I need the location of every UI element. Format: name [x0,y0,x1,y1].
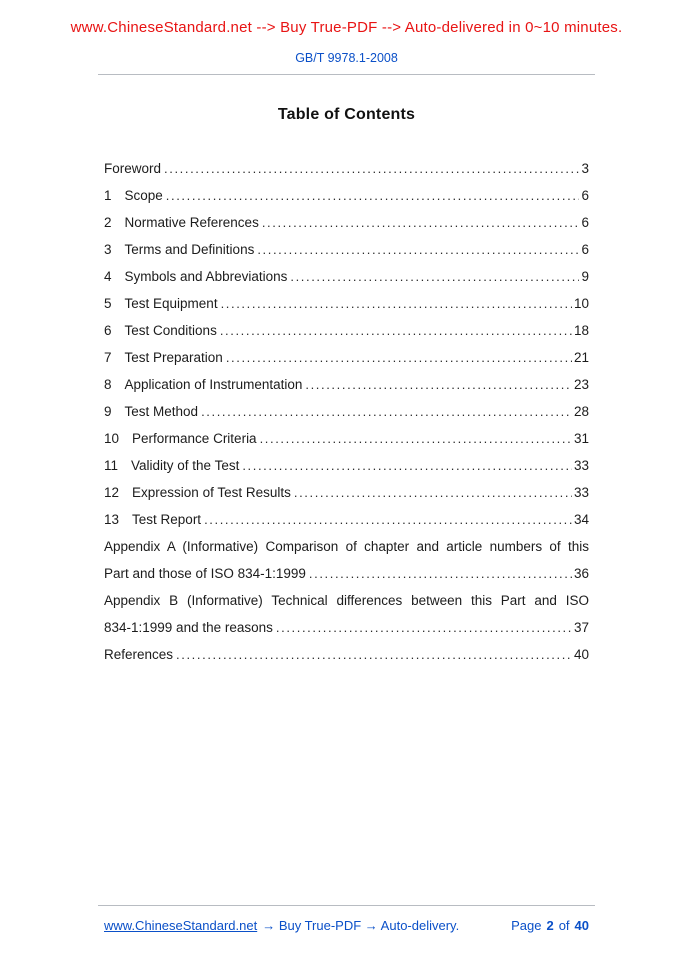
toc-entry[interactable] [104,587,589,641]
toc-leader-dots [226,344,572,371]
header-divider [98,74,595,75]
footer-site-link[interactable]: www.ChineseStandard.net [104,918,258,933]
promo-banner[interactable]: www.ChineseStandard.net --> Buy True-PDF --> Auto-delivered in 0~10 minutes. [70,19,623,36]
toc-leader-dots [260,425,572,452]
doc-number: GB/T 9978.1-2008 [295,51,398,65]
toc-entry[interactable] [104,371,589,398]
toc-entry[interactable] [104,641,589,668]
toc-entry[interactable] [104,452,589,479]
toc-entry-lastline [104,290,589,317]
toc-page-number: 6 [581,242,589,257]
toc-entry-lastline [104,641,589,668]
toc-entry-number: 11 [104,458,119,473]
toc-entry-lastline [104,398,589,425]
toc-entry-lastline [104,236,589,263]
toc-entry[interactable] [104,425,589,452]
page-title: Table of Contents [277,106,416,123]
toc-leader-dots [294,479,572,506]
toc-entry-label: Part and those of ISO 834-1:1999 [104,566,306,581]
toc-entry-number: 12 [104,485,120,500]
toc-entry-label: Test Report [132,512,202,527]
toc-entry-label: Expression of Test Results [132,485,291,500]
footer-row [104,918,589,933]
total-page-number: 40 [574,918,589,933]
toc-entry-number: 9 [104,404,112,419]
toc-entry-lastline [104,182,589,209]
toc-entry-number: 8 [104,377,112,392]
toc-entry[interactable] [104,263,589,290]
toc-entry-label: 834-1:1999 and the reasons [104,620,273,635]
toc-entry[interactable] [104,506,589,533]
toc-page-number: 33 [573,458,589,473]
toc-entry-number: 1 [104,188,112,203]
page-word: Page [511,918,542,933]
toc-entry-label: Test Equipment [124,296,218,311]
toc-entry-lastline [104,371,589,398]
toc-entry[interactable] [104,290,589,317]
toc-leader-dots [305,371,572,398]
footer-delivery-text: → Buy True-PDF → Auto-delivery. [262,918,460,933]
toc-entry-number: 10 [104,431,120,446]
of-word: of [558,918,570,933]
toc-entry-lastline [104,344,589,371]
toc-entry-line: Appendix B (Informative) Technical differences between this Part and ISO [104,593,589,608]
footer-divider [98,905,595,906]
toc-entry-number: 7 [104,350,112,365]
toc-leader-dots [221,290,572,317]
toc-entry-number: 5 [104,296,112,311]
toc-entry-label: Test Conditions [124,323,217,338]
table-of-contents [104,155,589,668]
toc-entry-label: References [104,647,174,662]
toc-leader-dots [257,236,579,263]
toc-entry-label: Terms and Definitions [124,242,255,257]
toc-leader-dots [290,263,579,290]
toc-entry-lastline [104,317,589,344]
toc-entry-lastline [104,263,589,290]
toc-page-number: 36 [573,566,589,581]
toc-entry-number: 2 [104,215,112,230]
toc-page-number: 33 [573,485,589,500]
toc-leader-dots [166,182,580,209]
toc-entry-lastline [104,560,589,587]
toc-leader-dots [201,398,572,425]
toc-page-number: 10 [573,296,589,311]
toc-page-number: 6 [581,215,589,230]
toc-entry-lastline [104,452,589,479]
toc-page-number: 23 [573,377,589,392]
toc-leader-dots [176,641,572,668]
toc-page-number: 28 [573,404,589,419]
toc-entry-label: Test Preparation [124,350,223,365]
current-page-number: 2 [546,918,554,933]
toc-entry-number: 13 [104,512,120,527]
toc-entry[interactable] [104,209,589,236]
toc-entry-lastline [104,209,589,236]
toc-entry-number: 4 [104,269,112,284]
toc-leader-dots [242,452,572,479]
toc-leader-dots [220,317,572,344]
toc-entry[interactable] [104,236,589,263]
toc-entry[interactable] [104,182,589,209]
toc-leader-dots [164,155,579,182]
toc-entry[interactable] [104,344,589,371]
toc-leader-dots [309,560,572,587]
toc-page-number: 21 [573,350,589,365]
toc-entry[interactable] [104,155,589,182]
toc-entry-label: Normative References [124,215,259,230]
page-footer [0,896,693,933]
toc-leader-dots [276,614,572,641]
toc-leader-dots [262,209,580,236]
toc-entry-label: Test Method [124,404,199,419]
toc-page-number: 9 [581,269,589,284]
toc-page-number: 31 [573,431,589,446]
toc-page-number: 37 [573,620,589,635]
toc-entry[interactable] [104,398,589,425]
toc-entry-number: 6 [104,323,112,338]
toc-page-number: 6 [581,188,589,203]
toc-entry-lastline [104,425,589,452]
toc-entry-lastline [104,506,589,533]
toc-entry[interactable] [104,533,589,587]
toc-entry-label: Performance Criteria [132,431,257,446]
toc-entry-lastline [104,479,589,506]
toc-entry-label: Foreword [104,161,162,176]
toc-leader-dots [204,506,572,533]
toc-entry-line: Appendix A (Informative) Comparison of chapter and article numbers of this [104,539,589,554]
toc-entry-lastline [104,614,589,641]
toc-page-number: 3 [581,161,589,176]
toc-entry-label: Scope [124,188,163,203]
toc-entry-number: 3 [104,242,112,257]
toc-page-number: 40 [573,647,589,662]
toc-entry-label: Validity of the Test [131,458,240,473]
toc-entry[interactable] [104,479,589,506]
toc-entry-lastline [104,155,589,182]
toc-entry-label: Symbols and Abbreviations [124,269,288,284]
page-indicator [511,918,589,933]
toc-entry[interactable] [104,317,589,344]
footer-left [104,918,459,933]
toc-entry-label: Application of Instrumentation [124,377,303,392]
toc-page-number: 18 [573,323,589,338]
toc-page-number: 34 [573,512,589,527]
